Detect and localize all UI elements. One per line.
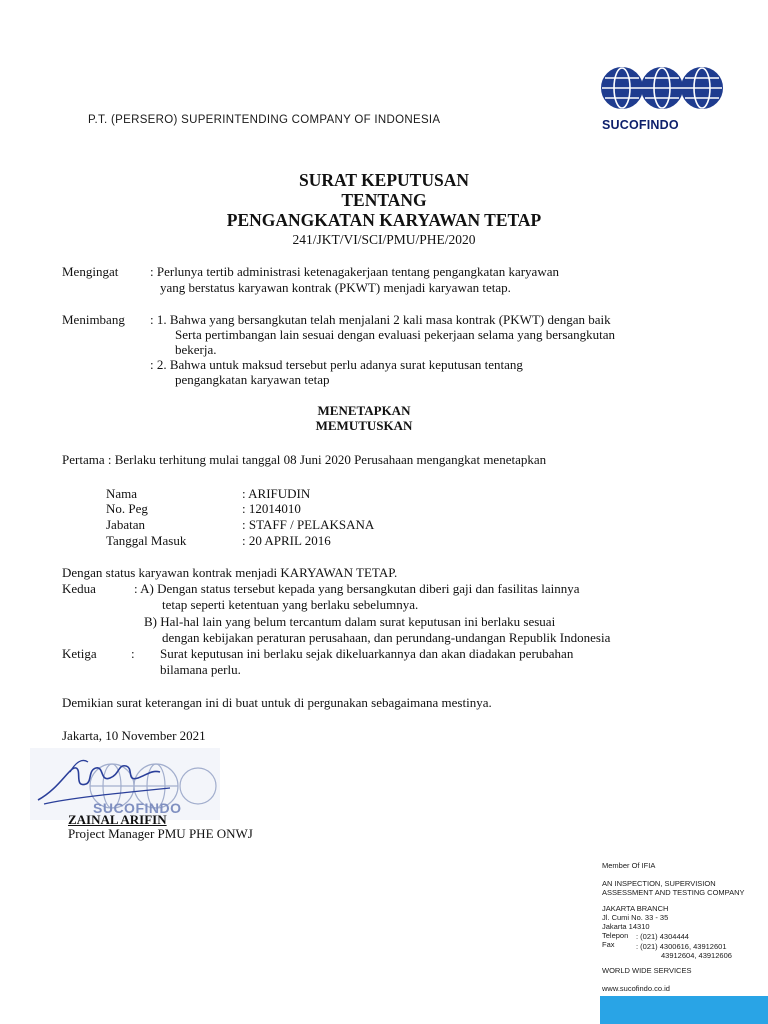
title-line-1: SURAT KEPUTUSAN bbox=[298, 170, 469, 190]
ketiga-colon: : bbox=[131, 646, 135, 661]
kedua-b-line-1: B) Hal-hal lain yang belum tercantum dalam surat keputusan ini berlaku sesuai bbox=[144, 614, 556, 629]
logo-wordmark: SUCOFINDO bbox=[602, 118, 679, 132]
signatory-name: ZAINAL ARIFIN bbox=[68, 812, 167, 827]
place-and-date: Jakarta, 10 November 2021 bbox=[62, 728, 206, 743]
memutuskan-heading: MEMUTUSKAN bbox=[315, 418, 413, 433]
closing-statement: Demikian surat keterangan ini di buat untuk di pergunakan sebagaimana mestinya. bbox=[62, 695, 492, 710]
field-label-no-peg: No. Peg bbox=[106, 501, 148, 516]
kedua-b-line-2: dengan kebijakan peraturan perusahaan, dan perundang-undangan Republik Indonesia bbox=[162, 630, 611, 645]
mengingat-line-2: yang berstatus karyawan kontrak (PKWT) menjadi karyawan tetap. bbox=[160, 280, 511, 295]
footer-website: www.sucofindo.co.id bbox=[602, 984, 670, 993]
footer-fax-label: Fax bbox=[602, 940, 615, 949]
footer-accent-bar bbox=[600, 996, 768, 1024]
kedua-a-line-1: : A) Dengan status tersebut kepada yang bersangkutan diberi gaji dan fasilitas lainnya bbox=[134, 581, 580, 596]
mengingat-line-1: : Perlunya tertib administrasi ketenagakerjaan tentang pengangkatan karyawan bbox=[150, 264, 559, 279]
footer-member: Member Of IFIA bbox=[602, 861, 656, 870]
reference-number: 241/JKT/VI/SCI/PMU/PHE/2020 bbox=[292, 232, 476, 247]
footer-telepon-value: : (021) 4304444 bbox=[636, 932, 689, 941]
field-value-nama: : ARIFUDIN bbox=[242, 486, 311, 501]
footer-fax-value-1: : (021) 4300616, 43912601 bbox=[636, 942, 727, 951]
menimbang-label: Menimbang bbox=[62, 312, 125, 327]
title-line-3: PENGANGKATAN KARYAWAN TETAP bbox=[226, 210, 542, 230]
status-line: Dengan status karyawan kontrak menjadi KARYAWAN TETAP. bbox=[62, 565, 398, 580]
menetapkan-heading: MENETAPKAN bbox=[317, 403, 411, 418]
menimbang-point-1-line-1: : 1. Bahwa yang bersangkutan telah menjalani 2 kali masa kontrak (PKWT) dengan baik bbox=[150, 312, 611, 327]
field-value-jabatan: : STAFF / PELAKSANA bbox=[242, 517, 375, 532]
ketiga-label: Ketiga bbox=[62, 646, 97, 661]
field-label-tanggal-masuk: Tanggal Masuk bbox=[106, 533, 187, 548]
ketiga-line-1: Surat keputusan ini berlaku sejak dikeluarkannya dan akan diadakan perubahan bbox=[160, 646, 574, 661]
field-value-tanggal-masuk: : 20 APRIL 2016 bbox=[242, 533, 331, 548]
footer-fax-value-2: 43912604, 43912606 bbox=[661, 951, 732, 960]
title-line-2: TENTANG bbox=[341, 190, 427, 210]
menimbang-point-1-line-3: bekerja. bbox=[175, 342, 217, 357]
footer-telepon-label: Telepon bbox=[602, 931, 629, 940]
kedua-label: Kedua bbox=[62, 581, 96, 596]
menimbang-point-1-line-2: Serta pertimbangan lain sesuai dengan evaluasi pekerjaan selama yang bersangkutan bbox=[175, 327, 616, 342]
company-name: P.T. (PERSERO) SUPERINTENDING COMPANY OF INDONESIA bbox=[88, 114, 441, 126]
menimbang-point-2-line-1: : 2. Bahwa untuk maksud tersebut perlu adanya surat keputusan tentang bbox=[150, 357, 523, 372]
field-value-no-peg: : 12014010 bbox=[242, 501, 301, 516]
field-label-nama: Nama bbox=[106, 486, 138, 501]
kedua-a-line-2: tetap seperti ketentuan yang berlaku sebelumnya. bbox=[162, 597, 419, 612]
mengingat-label: Mengingat bbox=[62, 264, 119, 279]
footer-desc-line-1: AN INSPECTION, SUPERVISION bbox=[602, 879, 716, 888]
footer-address-1: Jl. Cumi No. 33 - 35 bbox=[602, 913, 669, 922]
signatory-position: Project Manager PMU PHE ONWJ bbox=[68, 826, 253, 841]
menimbang-point-2-line-2: pengangkatan karyawan tetap bbox=[175, 372, 330, 387]
footer-branch: JAKARTA BRANCH bbox=[602, 904, 669, 913]
pertama-text: Pertama : Berlaku terhitung mulai tanggal 08 Juni 2020 Perusahaan mengangkat menetapkan bbox=[62, 452, 547, 467]
footer-world-services: WORLD WIDE SERVICES bbox=[602, 966, 692, 975]
stamp-text: SUCOFINDO bbox=[93, 800, 182, 816]
footer-desc-line-2: ASSESSMENT AND TESTING COMPANY bbox=[602, 888, 745, 897]
footer-address-2: Jakarta 14310 bbox=[602, 922, 650, 931]
ketiga-line-2: bilamana perlu. bbox=[160, 662, 241, 677]
field-label-jabatan: Jabatan bbox=[106, 517, 145, 532]
